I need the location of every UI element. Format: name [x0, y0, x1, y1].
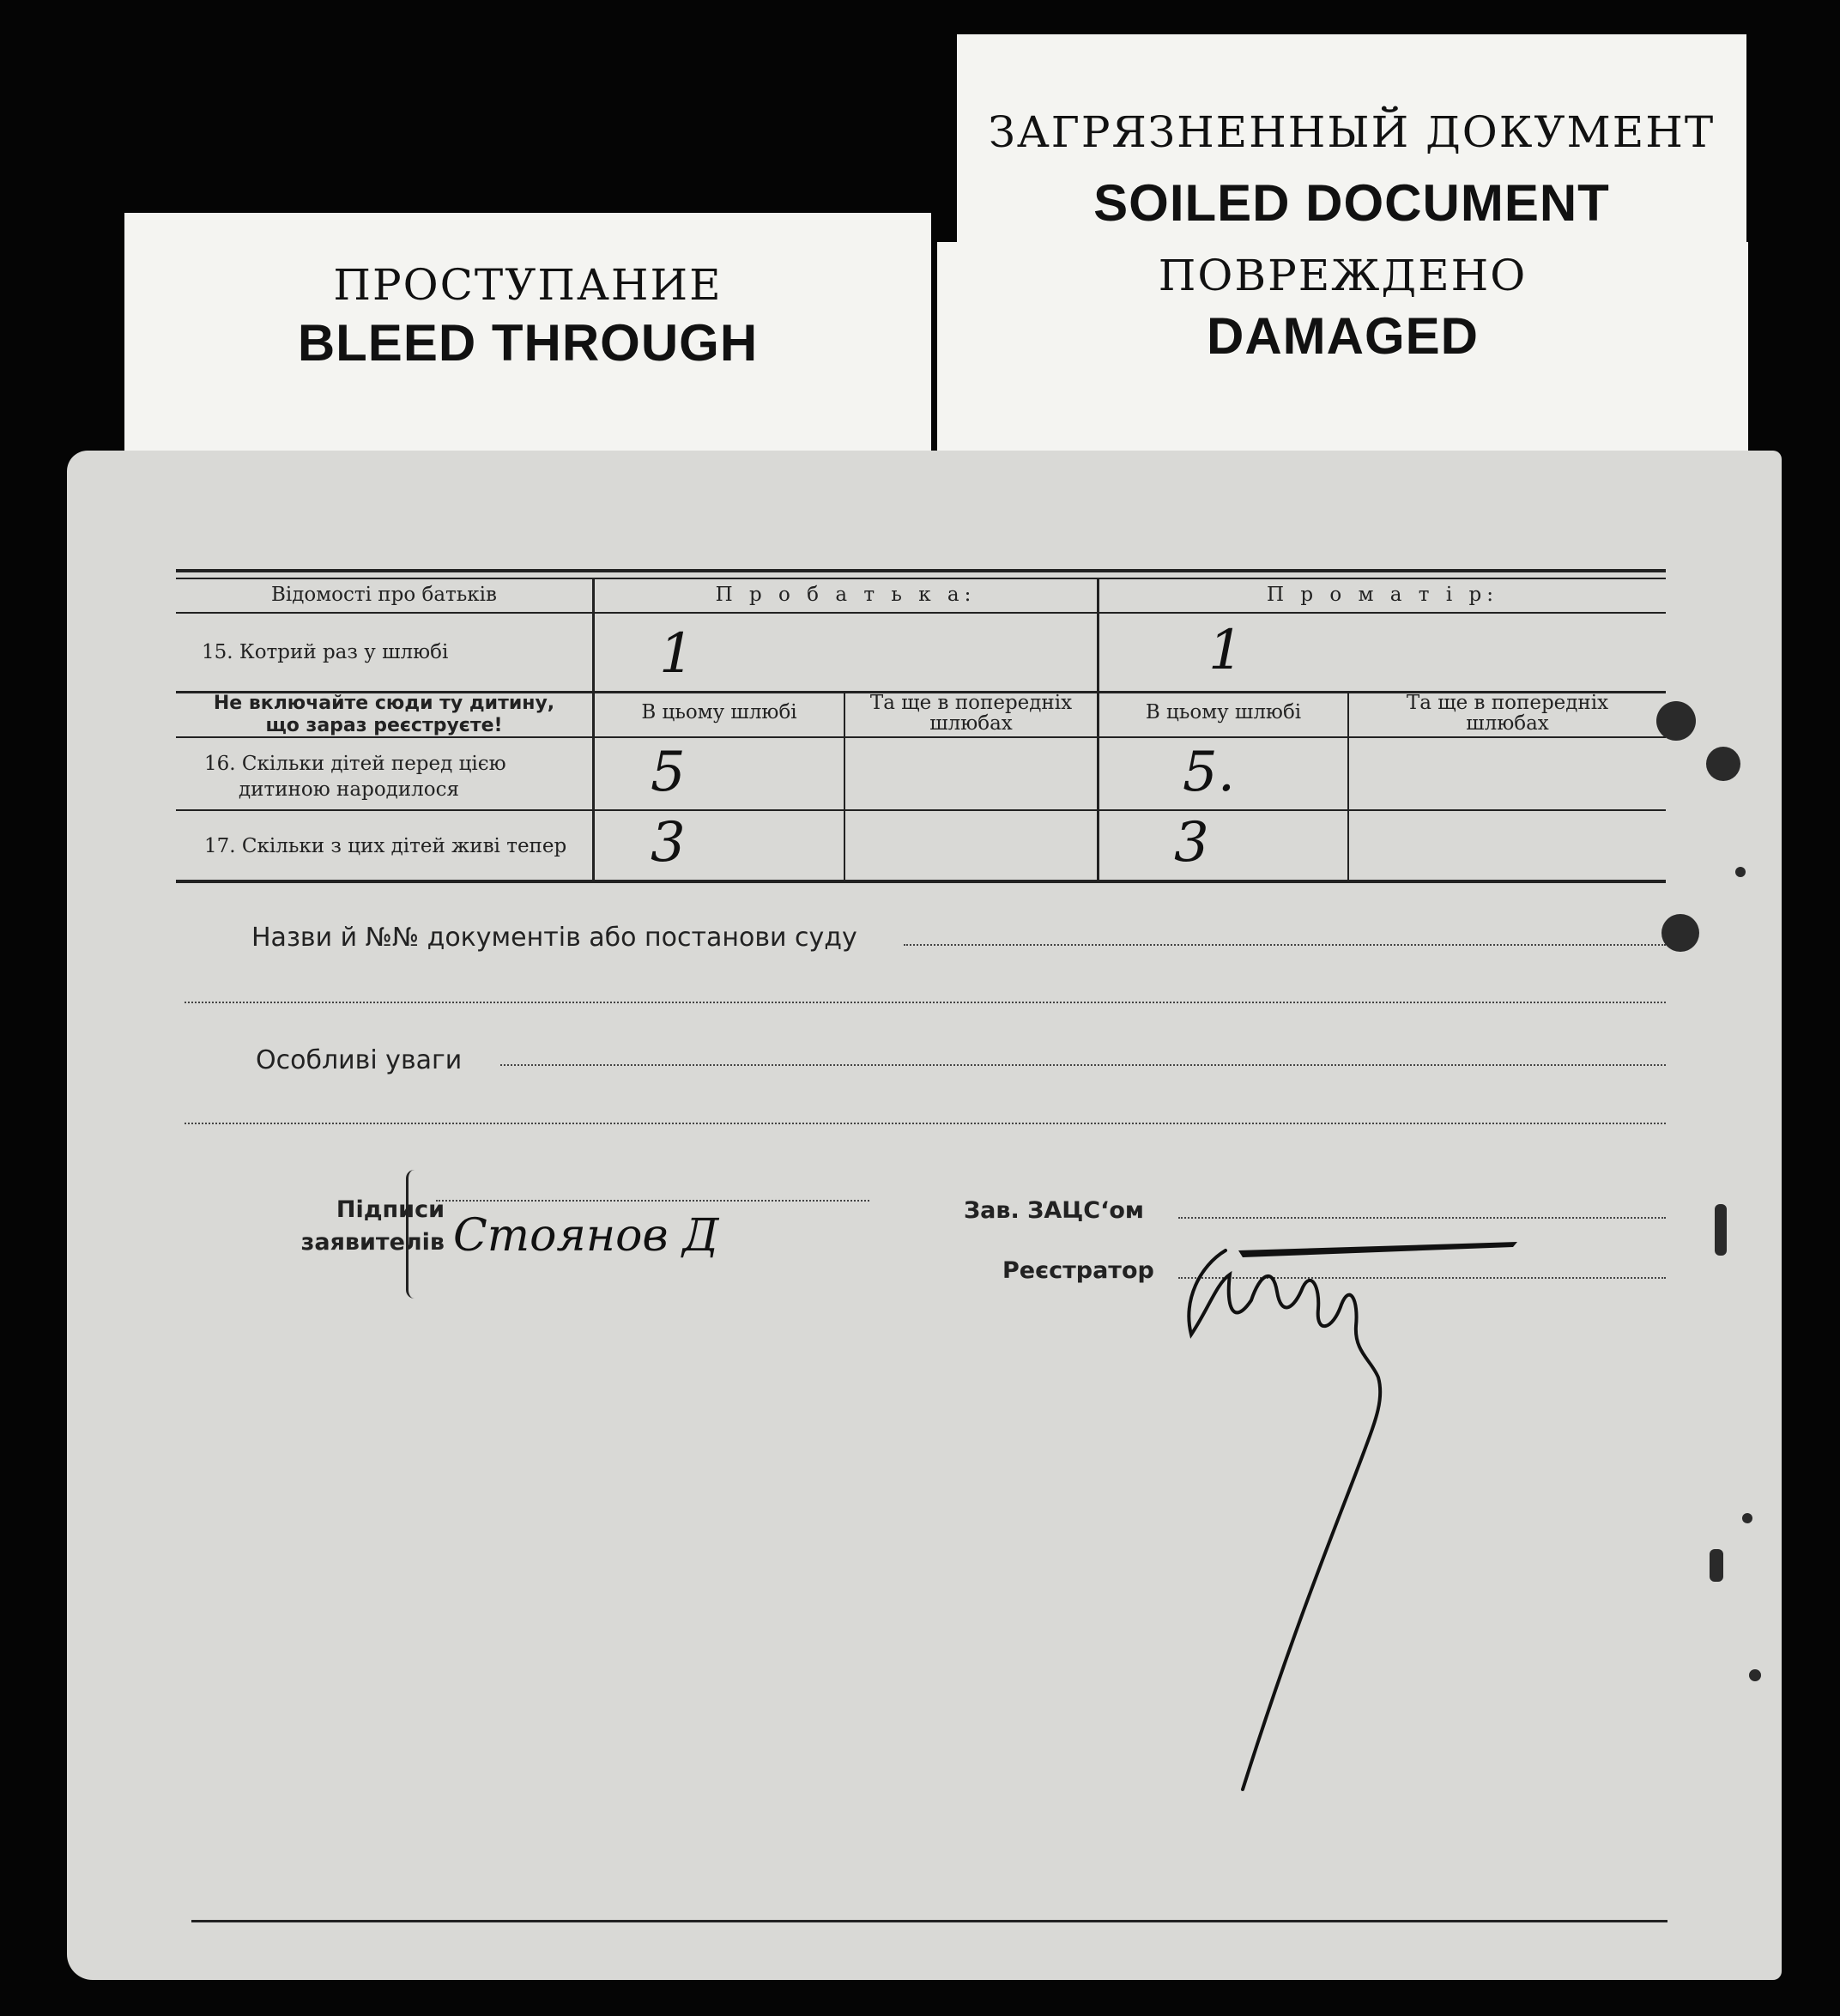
punch-hole [1710, 1549, 1723, 1582]
documents-field-line-2 [185, 1002, 1666, 1003]
row15-label: 15. Котрий раз у шлюбі [202, 641, 449, 663]
row16-label-line2: дитиною народилося [239, 778, 460, 801]
row16-label [204, 751, 506, 802]
punch-hole [1742, 1513, 1752, 1523]
row17-label: 17. Скільки з цих дітей живі тепер [204, 835, 567, 857]
mother-previous-line1: Та ще в попередніх [1406, 692, 1609, 714]
damaged-label-ru: ПОВРЕЖДЕНО [1158, 251, 1528, 300]
mother-this-marriage: В цьому шлюбі [1145, 701, 1302, 723]
registration-form-page [67, 451, 1782, 1980]
row16-father-value: 5 [651, 741, 686, 804]
documents-field-line [904, 944, 1666, 946]
row16-mother-value: 5. [1183, 741, 1236, 804]
exclusion-note-line2: що зараз реєструєте! [265, 715, 503, 736]
documents-field-label: Назви й №№ документів або постанови суду [251, 923, 857, 953]
head-zags-line [1178, 1217, 1666, 1219]
applicants-label-line2: заявителів [300, 1229, 445, 1256]
soiled-label-en: SOILED DOCUMENT [1093, 174, 1610, 232]
bleed-label-en: BLEED THROUGH [297, 314, 759, 372]
header-info: Відомості про батьків [271, 584, 497, 606]
table-top-rule [176, 569, 1666, 572]
row15-father-value: 1 [659, 622, 694, 686]
row17-father-value: 3 [651, 811, 686, 875]
registrar-signature [1165, 1240, 1526, 1798]
applicant-signature: Стоянов Д [453, 1210, 719, 1262]
father-previous-marriages [845, 693, 1097, 734]
page-bottom-rule [191, 1920, 1668, 1922]
notes-field-label: Особливі уваги [256, 1045, 463, 1075]
table-col-rule-1 [592, 579, 595, 883]
applicant-line-1 [436, 1200, 869, 1202]
head-zags-label: Зав. ЗАЦС‘ом [964, 1197, 1144, 1224]
notes-field-line [500, 1064, 1666, 1066]
exclusion-note-line1: Не включайте сюди ту дитину, [213, 693, 555, 714]
row16-label-line1: 16. Скільки дітей перед цією [204, 753, 506, 775]
punch-hole [1706, 747, 1740, 781]
father-previous-line1: Та ще в попередніх [869, 692, 1073, 714]
father-this-marriage: В цьому шлюбі [641, 701, 797, 723]
header-father: П р о б а т ь к а: [715, 584, 977, 606]
mother-previous-line2: шлюбах [1466, 712, 1549, 735]
punch-hole [1661, 914, 1699, 952]
header-mother: П р о м а т і р: [1267, 584, 1498, 606]
bleed-through-card [124, 213, 931, 470]
notes-field-line-2 [185, 1123, 1666, 1124]
table-header-rule [176, 612, 1666, 614]
punch-hole [1715, 1204, 1727, 1256]
soiled-label-ru: ЗАГРЯЗНЕННЫЙ ДОКУМЕНТ [988, 107, 1716, 157]
punch-hole [1749, 1669, 1761, 1681]
table-col-rule-2 [1097, 579, 1099, 883]
table-bottom-rule [176, 880, 1666, 883]
row17-mother-value: 3 [1174, 811, 1209, 875]
damaged-card [937, 242, 1748, 474]
table-top-rule-thin [176, 578, 1666, 579]
applicants-label-line1: Підписи [336, 1196, 445, 1223]
applicants-brace [406, 1170, 421, 1299]
damaged-label-en: DAMAGED [1207, 307, 1479, 365]
mother-previous-marriages [1349, 693, 1666, 734]
bleed-label-ru: ПРОСТУПАНИЕ [333, 260, 723, 310]
exclusion-note [176, 693, 592, 737]
father-previous-line2: шлюбах [929, 712, 1013, 735]
table-row16-rule [176, 809, 1666, 811]
registrar-label: Реєстратор [1002, 1257, 1154, 1284]
punch-hole [1656, 701, 1696, 741]
soiled-document-card [957, 34, 1746, 249]
row15-mother-value: 1 [1208, 619, 1244, 682]
punch-hole [1735, 867, 1746, 877]
